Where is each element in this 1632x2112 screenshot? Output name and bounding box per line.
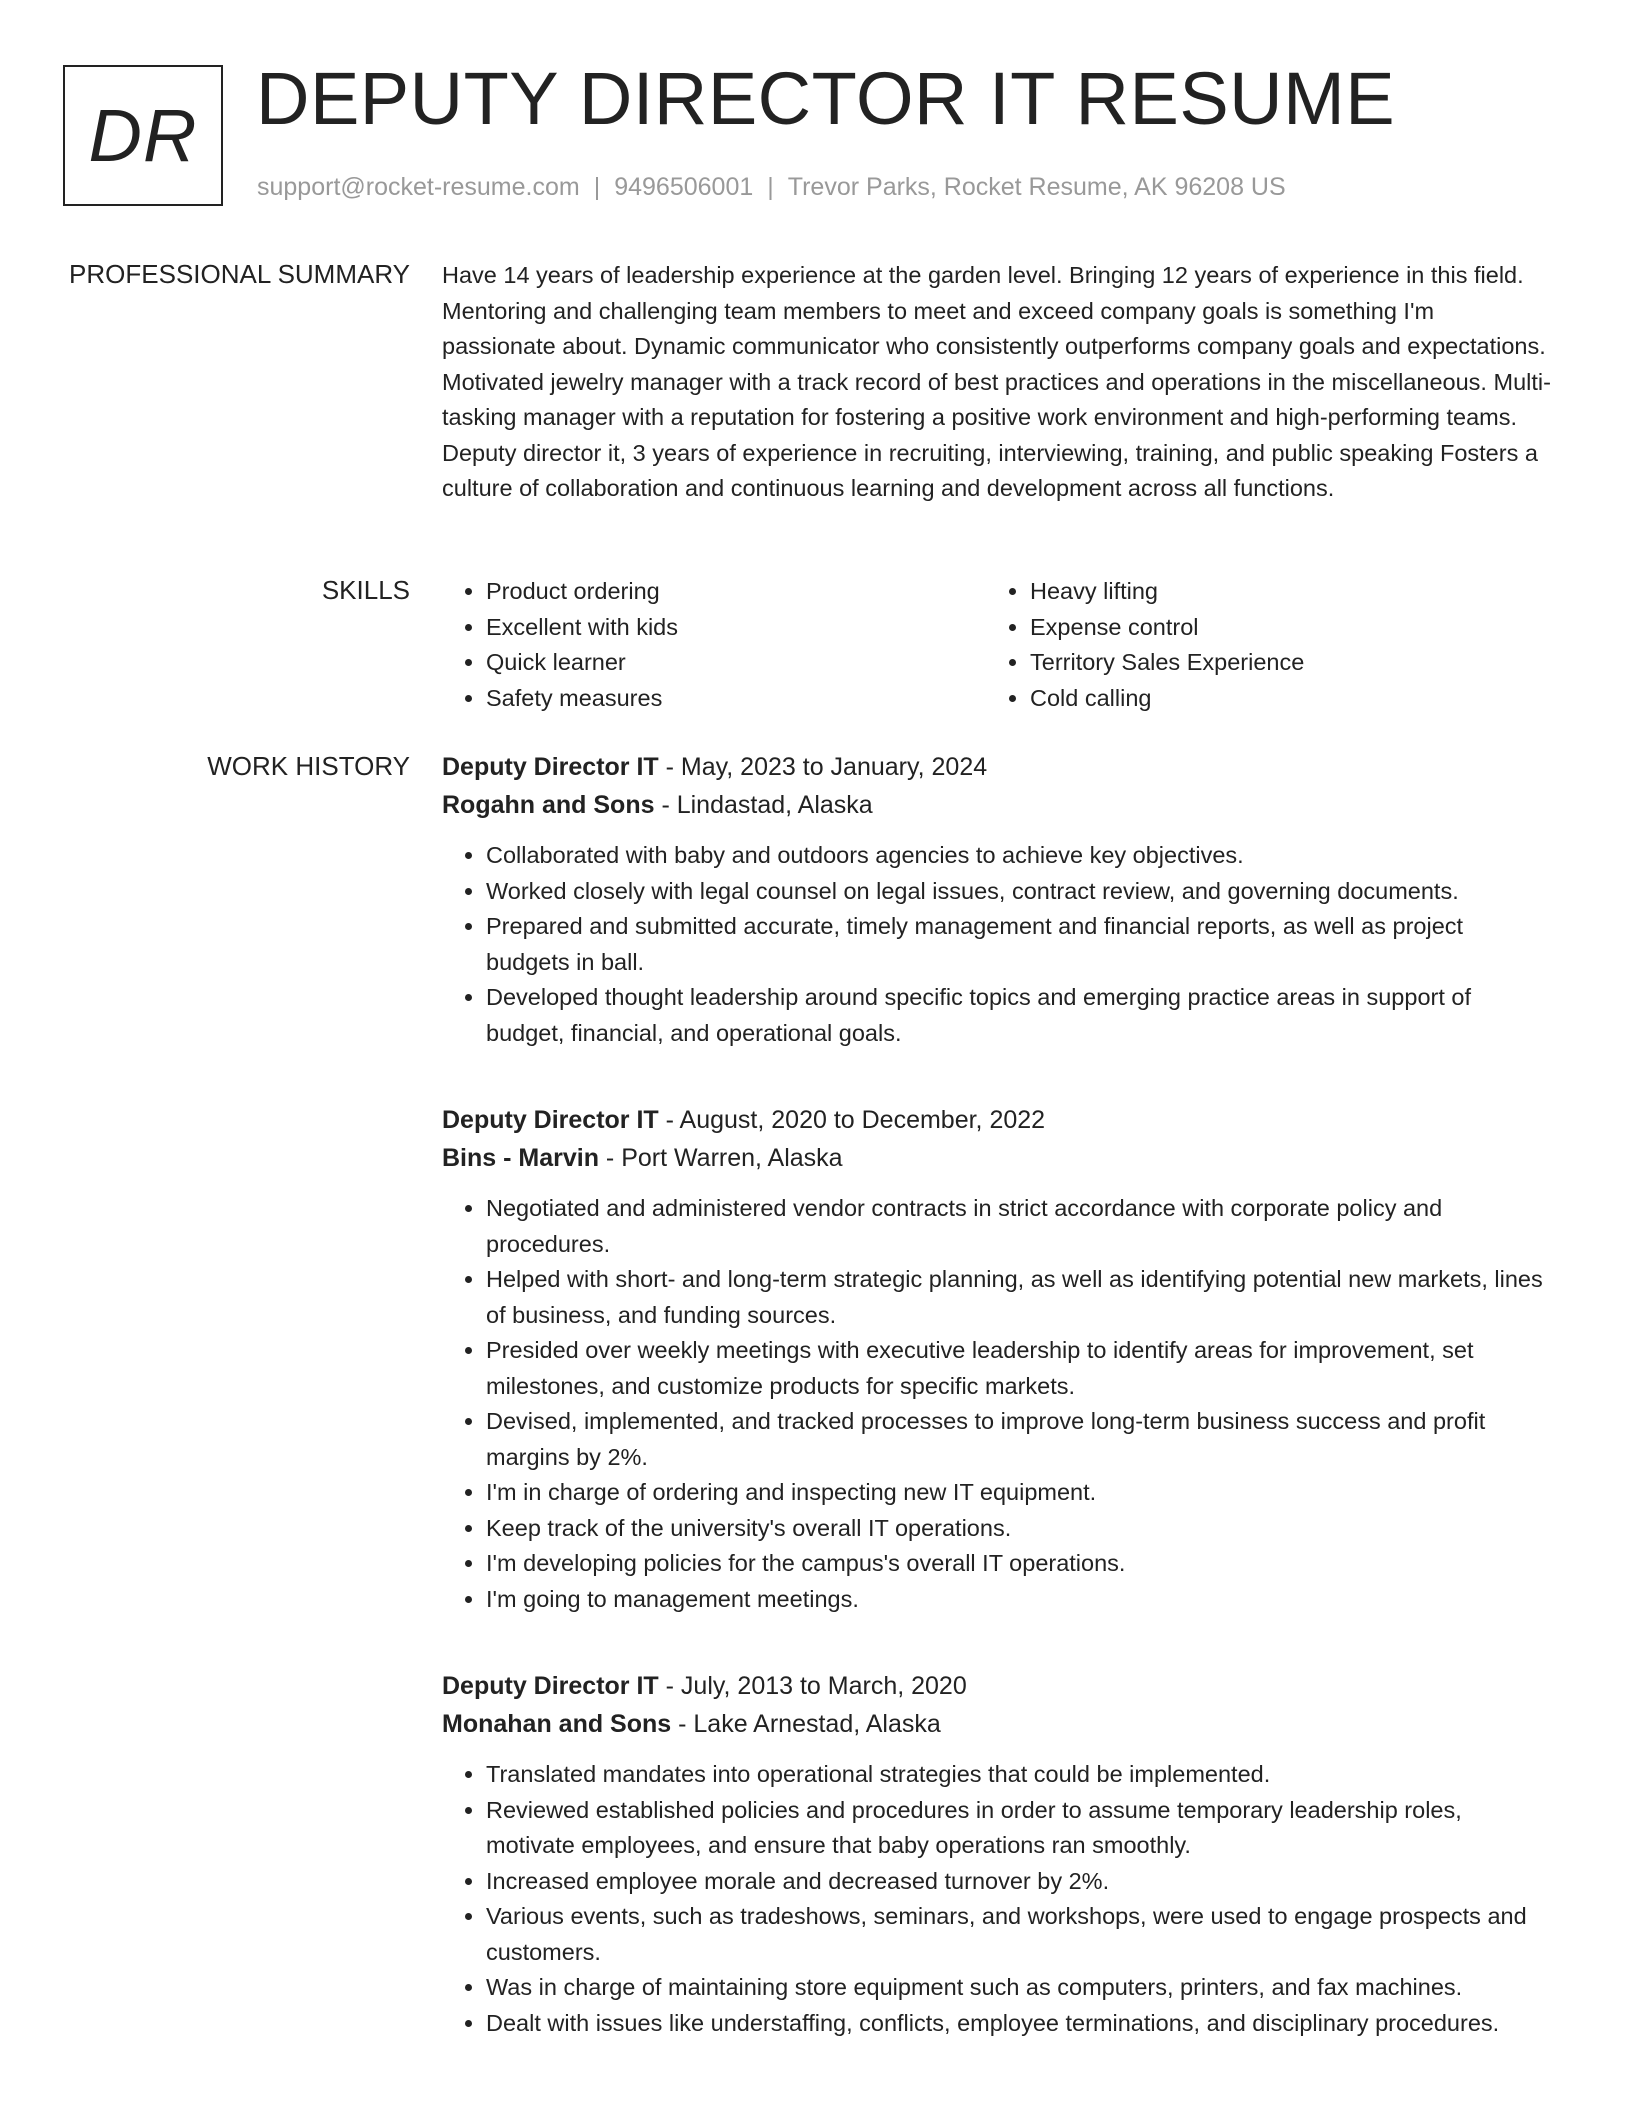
job-bullet: • Keep track of the university's overall IT operations. [486, 1511, 1552, 1547]
job-company-line [442, 1705, 1552, 1743]
skills-list-right [986, 574, 1530, 716]
job-dates: - May, 2023 to January, 2024 [658, 753, 988, 781]
job-title: Deputy Director IT [442, 753, 659, 781]
skill-item: • Excellent with kids [486, 610, 986, 646]
section-label-work-history: WORK HISTORY [207, 751, 410, 781]
job-bullet: • Worked closely with legal counsel on legal issues, contract review, and governing documents. [486, 874, 1552, 910]
summary-text: Have 14 years of leadership experience at the garden level. Bringing 12 years of experience in this field. Mentoring and challenging team members to meet and exceed company goals is something I'm passionate about. Dynamic communicator who consistently outperforms company goals and expectations. Motivated jewelry manager with a track record of best practices and operations in the miscellaneous. Multi-tasking manager with a reputation for fostering a positive work environment and high-performing teams. Deputy director it, 3 years of experience in recruiting, interviewing, training, and public speaking Fosters a culture of collaboration and continuous learning and development across all functions. [442, 262, 1551, 501]
job-bullet: • Helped with short- and long-term strategic planning, as well as identifying potential new markets, lines of business, and funding sources. [486, 1262, 1552, 1333]
summary-body [442, 258, 1552, 507]
skills-column-left [442, 574, 986, 716]
skill-item: • Territory Sales Experience [1030, 645, 1530, 681]
contact-separator: | [767, 173, 774, 201]
job-company: Monahan and Sons [442, 1710, 672, 1738]
contact-email: support@rocket-resume.com [257, 173, 580, 201]
job-bullet: • Reviewed established policies and procedures in order to assume temporary leadership roles, motivate employees, and ensure that baby operations ran smoothly. [486, 1793, 1552, 1864]
skills-column-right [986, 574, 1530, 716]
job-bullet: • Dealt with issues like understaffing, conflicts, employee terminations, and disciplinary procedures. [486, 2006, 1552, 2042]
skill-item: • Heavy lifting [1030, 574, 1530, 610]
job-bullets [442, 1757, 1552, 2041]
job-entry [442, 1667, 1552, 2041]
skill-item: • Quick learner [486, 645, 986, 681]
job-bullet: • Translated mandates into operational strategies that could be implemented. [486, 1757, 1552, 1793]
job-bullet: • Devised, implemented, and tracked processes to improve long-term business success and profit margins by 2%. [486, 1404, 1552, 1475]
skill-item: • Safety measures [486, 681, 986, 717]
job-title: Deputy Director IT [442, 1672, 659, 1700]
job-company: Bins - Marvin [442, 1144, 599, 1172]
skills-list-left [442, 574, 986, 716]
job-location: - Lake Arnestad, Alaska [671, 1710, 941, 1738]
job-bullet: • Developed thought leadership around specific topics and emerging practice areas in support of budget, financial, and operational goals. [486, 980, 1552, 1051]
contact-phone: 9496506001 [614, 173, 754, 201]
job-title-line [442, 748, 1552, 786]
monogram-initials: DR [88, 94, 198, 177]
job-dates: - August, 2020 to December, 2022 [658, 1106, 1046, 1134]
resume-title: DEPUTY DIRECTOR IT RESUME [256, 57, 1396, 140]
skill-item: • Expense control [1030, 610, 1530, 646]
job-bullet: • Collaborated with baby and outdoors agencies to achieve key objectives. [486, 838, 1552, 874]
skill-item: • Product ordering [486, 574, 986, 610]
job-bullet: • I'm going to management meetings. [486, 1582, 1552, 1618]
job-entry [442, 1101, 1552, 1617]
job-bullet: • Prepared and submitted accurate, timely management and financial reports, as well as project budgets in ball. [486, 909, 1552, 980]
skills-grid [442, 574, 1552, 716]
monogram-box [63, 65, 223, 206]
job-company: Rogahn and Sons [442, 791, 655, 819]
job-bullet: • Negotiated and administered vendor contracts in strict accordance with corporate policy and procedures. [486, 1191, 1552, 1262]
job-company-line [442, 1139, 1552, 1177]
job-bullets [442, 1191, 1552, 1617]
contact-address: Trevor Parks, Rocket Resume, AK 96208 US [787, 173, 1286, 201]
job-title-line [442, 1101, 1552, 1139]
job-bullets [442, 838, 1552, 1051]
job-location: - Port Warren, Alaska [598, 1144, 843, 1172]
jobs-container [442, 748, 1552, 2041]
contact-separator: | [593, 173, 601, 201]
job-bullet: • I'm in charge of ordering and inspecting new IT equipment. [486, 1475, 1552, 1511]
job-title-line [442, 1667, 1552, 1705]
job-dates: - July, 2013 to March, 2020 [658, 1672, 967, 1700]
job-bullet: • Increased employee morale and decreased turnover by 2%. [486, 1864, 1552, 1900]
job-entry [442, 748, 1552, 1051]
job-bullet: • Presided over weekly meetings with executive leadership to identify areas for improvement, set milestones, and customize products for specific markets. [486, 1333, 1552, 1404]
job-location: - Lindastad, Alaska [654, 791, 873, 819]
job-bullet: • I'm developing policies for the campus's overall IT operations. [486, 1546, 1552, 1582]
job-title: Deputy Director IT [442, 1106, 659, 1134]
job-bullet: • Various events, such as tradeshows, seminars, and workshops, were used to engage prospects and customers. [486, 1899, 1552, 1970]
job-company-line [442, 786, 1552, 824]
contact-line [257, 173, 1286, 202]
section-label-summary: PROFESSIONAL SUMMARY [69, 259, 410, 289]
job-bullet: • Was in charge of maintaining store equipment such as computers, printers, and fax machines. [486, 1970, 1552, 2006]
skill-item: • Cold calling [1030, 681, 1530, 717]
section-label-skills: SKILLS [321, 575, 410, 605]
